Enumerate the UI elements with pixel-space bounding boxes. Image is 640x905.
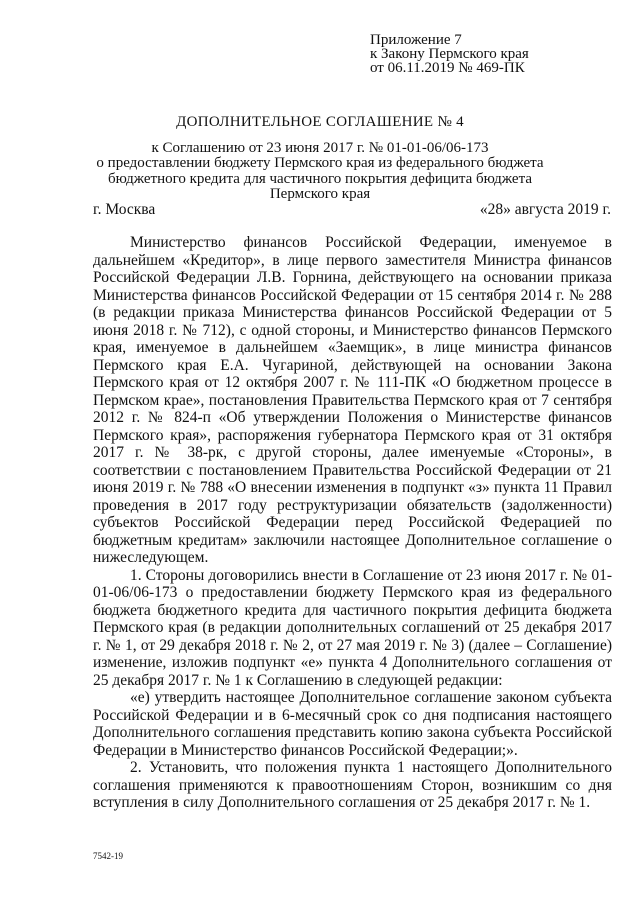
clause-1-paragraph: 1. Стороны договорились внести в Соглашение от 23 июня 2017 г. № 01-01-06/06-173 о предоставлении бюджету Пермского края из федерального бюджета бюджетного кредита для частичного покрытия дефицита бюджета Пермского края (в редакции дополнительных соглашений от 25 декабря 2017 г. № 1, от 29 декабря 2018 г. № 2, от 27 мая 2019 г. № 3) (далее – Соглашение) изменение, изложив подпункт «е» пункта 4 Дополнительного соглашения от 25 декабря 2017 г. № 1 к Соглашению в следующей редакции: xyxy=(93,566,612,689)
appendix-number: Приложение 7 xyxy=(370,32,462,48)
preamble-paragraph: Министерство финансов Российской Федерации, именуемое в дальнейшем «Кредитор», в лице первого заместителя Министра финансов Российской Федерации Л.В. Горнина, действующего на основании приказа Министерства финансов Российской Федерации от 15 сентября 2014 г. № 288 (в редакции приказа Министерства финансов Российской Федерации от 5 июня 2018 г. № 712), с одной стороны, и Министерство финансов Пермского края, именуемое в дальнейшем «Заемщик», в лице министра финансов Пермского края Е.А. Чугариной, действующей на основании Закона Пермского края от 12 октября 2007 г. № 111-ПК «О бюджетном процессе в Пермском крае», постановления Правительства Пермского края от 7 сентября 2012 г. № 824-п «Об утверждении Положения о Министерстве финансов Пермского края», распоряжения губернатора Пермского края от 31 октября 2017 г. № 38-рк, с другой стороны, далее именуемые «Стороны», в соответствии с постановлением Правительства Российской Федерации от 21 июня 2019 г. № 788 «О внесении изменения в подпункт «з» пункта 11 Правил проведения в 2017 году реструктуризации обязательств (задолженности) субъектов Российской Федерации перед Российской Федерацией по бюджетным кредитам» заключили настоящее Дополнительное соглашение о нижеследующем. xyxy=(93,234,612,566)
appendix-law-date: от 06.11.2019 № 469-ПК xyxy=(370,60,525,76)
appendix-law: к Закону Пермского края xyxy=(370,46,529,62)
document-title: ДОПОЛНИТЕЛЬНОЕ СОГЛАШЕНИЕ № 4 xyxy=(176,114,464,130)
subtitle-line-4: Пермского края xyxy=(269,185,371,202)
subtitle-line-3: бюджетного кредита для частичного покрытия дефицита бюджета xyxy=(108,170,532,187)
signing-date: «28» августа 2019 г. xyxy=(479,201,611,218)
appendix-reference xyxy=(370,33,529,75)
place-date-row xyxy=(93,199,611,221)
clause-2-paragraph: 2. Установить, что положения пункта 1 настоящего Дополнительного соглашения применяются к правоотношениям Сторон, возникшим со дня вступления в силу Дополнительного соглашения от 25 декабря 2017 г. № 1. xyxy=(93,759,612,811)
subtitle-line-1: к Соглашению от 23 июня 2017 г. № 01-01-06/06-173 xyxy=(151,140,489,156)
footer-document-code: 7542-19 xyxy=(93,851,123,861)
subtitle-line-2: о предоставлении бюджету Пермского края из федерального бюджета xyxy=(96,155,544,172)
signing-place: г. Москва xyxy=(93,201,156,218)
title-block xyxy=(80,113,560,202)
clause-quote-paragraph: «е) утвердить настоящее Дополнительное соглашение законом субъекта Российской Федерации и в 6-месячный срок со дня подписания настоящего Дополнительного соглашения представить копию закона субъекта Российской Федерации в Министерство финансов Российской Федерации;». xyxy=(93,689,612,759)
document-body xyxy=(93,234,612,812)
